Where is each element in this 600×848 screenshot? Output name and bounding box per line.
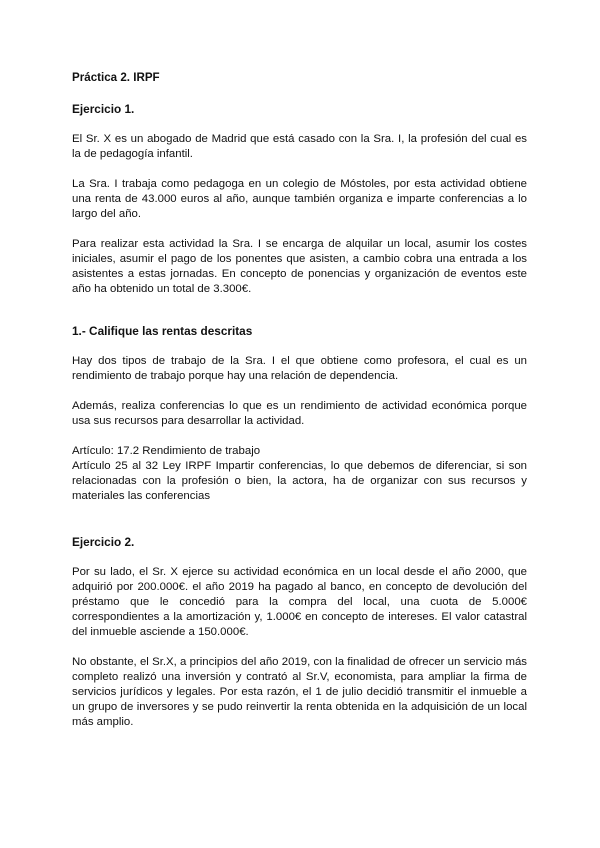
exercise-1-paragraph-1: El Sr. X es un abogado de Madrid que está casado con la Sra. I, la profesión del cual es la de pedagogía infantil. (72, 133, 527, 160)
exercise-1-paragraph-2: La Sra. I trabaja como pedagoga en un colegio de Móstoles, por esta actividad obtiene una renta de 43.000 euros al año, aunque también organiza e imparte conferencias a lo largo del año. (72, 178, 527, 220)
exercise-2-paragraph-2: No obstante, el Sr.X, a principios del año 2019, con la finalidad de ofrecer un servicio más completo realizó una inversión y contrató al Sr.V, economista, para ampliar la firma de servicios jurídicos y legales. Por esta razón, el 1 de julio decidió transmitir el inmueble a un grupo de inversores y se pudo reinvertir la renta obtenida en la adquisición de un local más amplio. (72, 656, 527, 728)
question-1-answer-2: Además, realiza conferencias lo que es un rendimiento de actividad económica porque usa sus recursos para desarrollar la actividad. (72, 400, 527, 427)
document-page (72, 70, 527, 745)
article-reference-1: Artículo: 17.2 Rendimiento de trabajo (72, 445, 261, 457)
exercise-2-heading: Ejercicio 2. (72, 535, 135, 549)
exercise-1-heading: Ejercicio 1. (72, 102, 135, 116)
question-1-answer-1: Hay dos tipos de trabajo de la Sra. I el que obtiene como profesora, el cual es un rendimiento de trabajo porque hay una relación de dependencia. (72, 355, 527, 382)
exercise-2-paragraph-1: Por su lado, el Sr. X ejerce su actividad económica en un local desde el año 2000, que adquirió por 200.000€. el año 2019 ha pagado al banco, en concepto de devolución del préstamo que le concedió para la compra del local, una cuota de 5.000€ correspondientes a la amortización y, 1.000€ en concepto de intereses. El valor catastral del inmueble asciende a 150.000€. (72, 566, 527, 638)
question-1-heading: 1.- Califique las rentas descritas (72, 324, 253, 338)
article-reference-2: Artículo 25 al 32 Ley IRPF Impartir conferencias, lo que debemos de diferenciar, si son relacionadas con la profesión o bien, la actora, ha de organizar con sus recursos y materiales las conferencias (72, 460, 527, 502)
document-title: Práctica 2. IRPF (72, 71, 160, 84)
exercise-1-paragraph-3: Para realizar esta actividad la Sra. I se encarga de alquilar un local, asumir los costes iniciales, asumir el pago de los ponentes que asisten, a cambio cobra una entrada a los asistentes a estas jornadas. En concepto de ponencias y organización de eventos este año ha obtenido un total de 3.300€. (72, 238, 527, 295)
